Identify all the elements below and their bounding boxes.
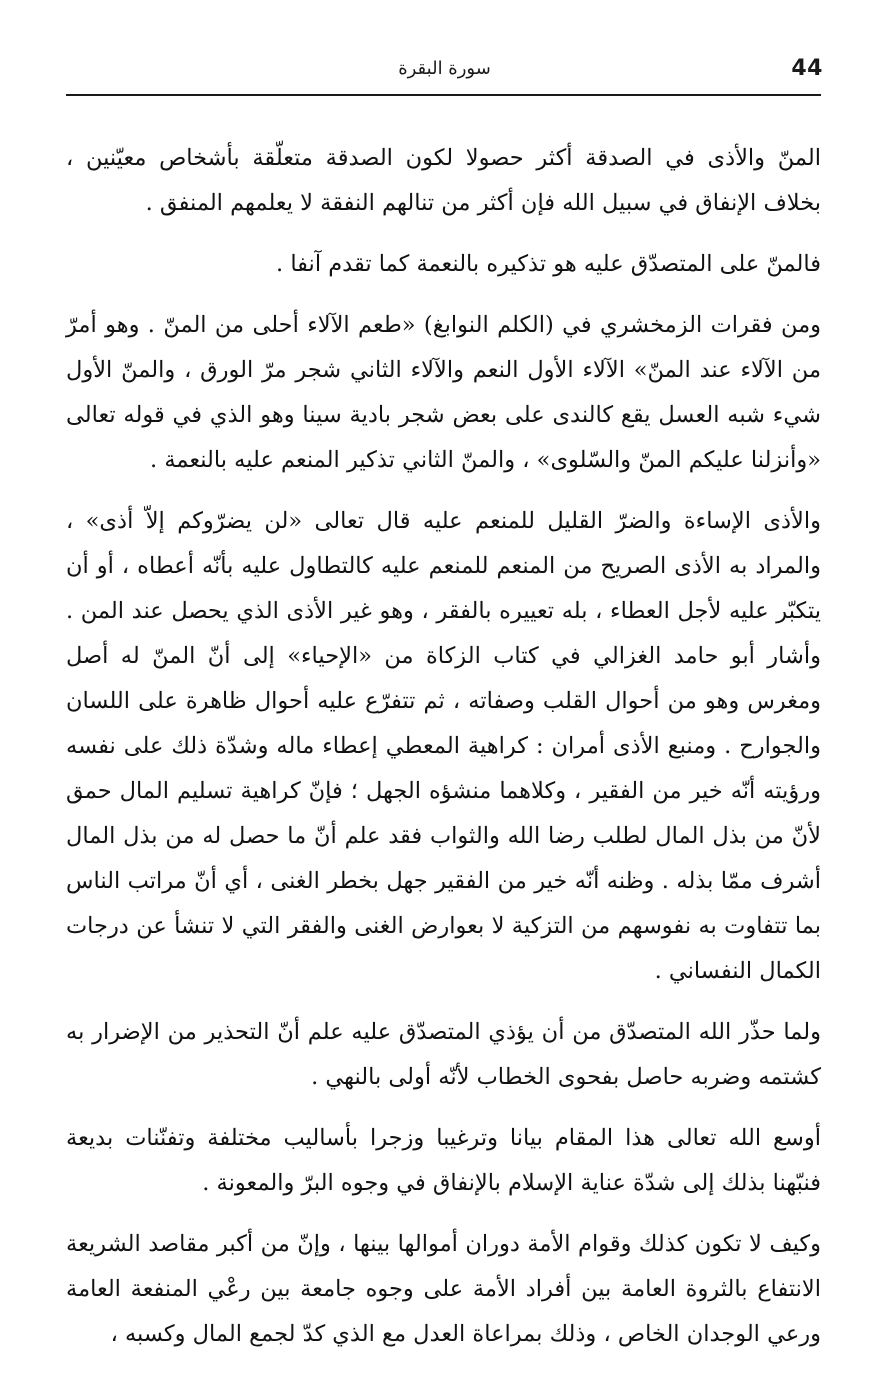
paragraph: ولما حذّر الله المتصدّق من أن يؤذي المتصدّق عليه علم أنّ التحذير من الإضرار به كشتمه وضربه حاصل بفحوى الخطاب لأنّه أولى بالنهي .: [66, 1019, 821, 1090]
page-number: 44: [791, 56, 823, 81]
paragraph: أوسع الله تعالى هذا المقام بيانا وترغيبا وزجرا بأساليب مختلفة وتفنّنات بديعة فنبّهنا بذلك إلى شدّة عناية الإسلام بالإنفاق في وجوه البرّ والمعونة .: [66, 1125, 821, 1196]
paragraph: وكيف لا تكون كذلك وقوام الأمة دوران أموالها بينها ، وإنّ من أكبر مقاصد الشريعة الانتفاع بالثروة العامة بين أفراد الأمة على وجوه جامعة بين رعْي المنفعة العامة ورعي الوجدان الخاص ، وذلك بمراعاة العدل مع الذي كدّ لجمع المال وكسبه ،: [66, 1231, 821, 1347]
paragraph: ومن فقرات الزمخشري في (الكلم النوابغ) «طعم الآلاء أحلى من المنّ . وهو أمرّ من الآلاء عند المنّ» الآلاء الأول النعم والآلاء الثاني شجر مرّ الورق ، والمنّ الأول شيء شبه العسل يقع كالندى على بعض شجر بادية سينا وهو الذي في قوله تعالى «وأنزلنا عليكم المنّ والسّلوى» ، والمنّ الثاني تذكير المنعم عليه بالنعمة .: [66, 312, 821, 473]
paragraph: المنّ والأذى في الصدقة أكثر حصولا لكون الصدقة متعلّقة بأشخاص معيّنين ، بخلاف الإنفاق في سبيل الله فإن أكثر من تنالهم النفقة لا يعلمهم المنفق .: [66, 145, 821, 216]
page-body: [66, 136, 821, 1373]
page-header: [66, 56, 823, 92]
paragraph: فالمنّ على المتصدّق عليه هو تذكيره بالنعمة كما تقدم آنفا .: [276, 251, 821, 277]
header-divider: [66, 94, 821, 96]
paragraph: والأذى الإساءة والضرّ القليل للمنعم عليه قال تعالى «لن يضرّوكم إلاّ أذى» ، والمراد به الأذى الصريح من المنعم للمنعم عليه كالتطاول عليه بأنّه أعطاه ، أو أن يتكبّر عليه لأجل العطاء ، بله تعييره بالفقر ، وهو غير الأذى الذي يحصل عند المن . وأشار أبو حامد الغزالي في كتاب الزكاة من «الإحياء» إلى أنّ المنّ له أصل ومغرس وهو من أحوال القلب وصفاته ، ثم تتفرّع عليه أحوال ظاهرة على اللسان والجوارح . ومنبع الأذى أمران : كراهية المعطي إعطاء ماله وشدّة ذلك على نفسه ورؤيته أنّه خير من الفقير ، وكلاهما منشؤه الجهل ؛ فإنّ كراهية تسليم المال حمق لأنّ من بذل المال لطلب رضا الله والثواب فقد علم أنّ ما حصل له من بذل المال أشرف ممّا بذله . وظنه أنّه خير من الفقير جهل بخطر الغنى ، أي أنّ مراتب الناس بما تتفاوت به نفوسهم من التزكية لا بعوارض الغنى والفقر التي لا تنشأ عن درجات الكمال النفساني .: [66, 508, 821, 984]
running-title: سورة البقرة: [398, 58, 491, 79]
